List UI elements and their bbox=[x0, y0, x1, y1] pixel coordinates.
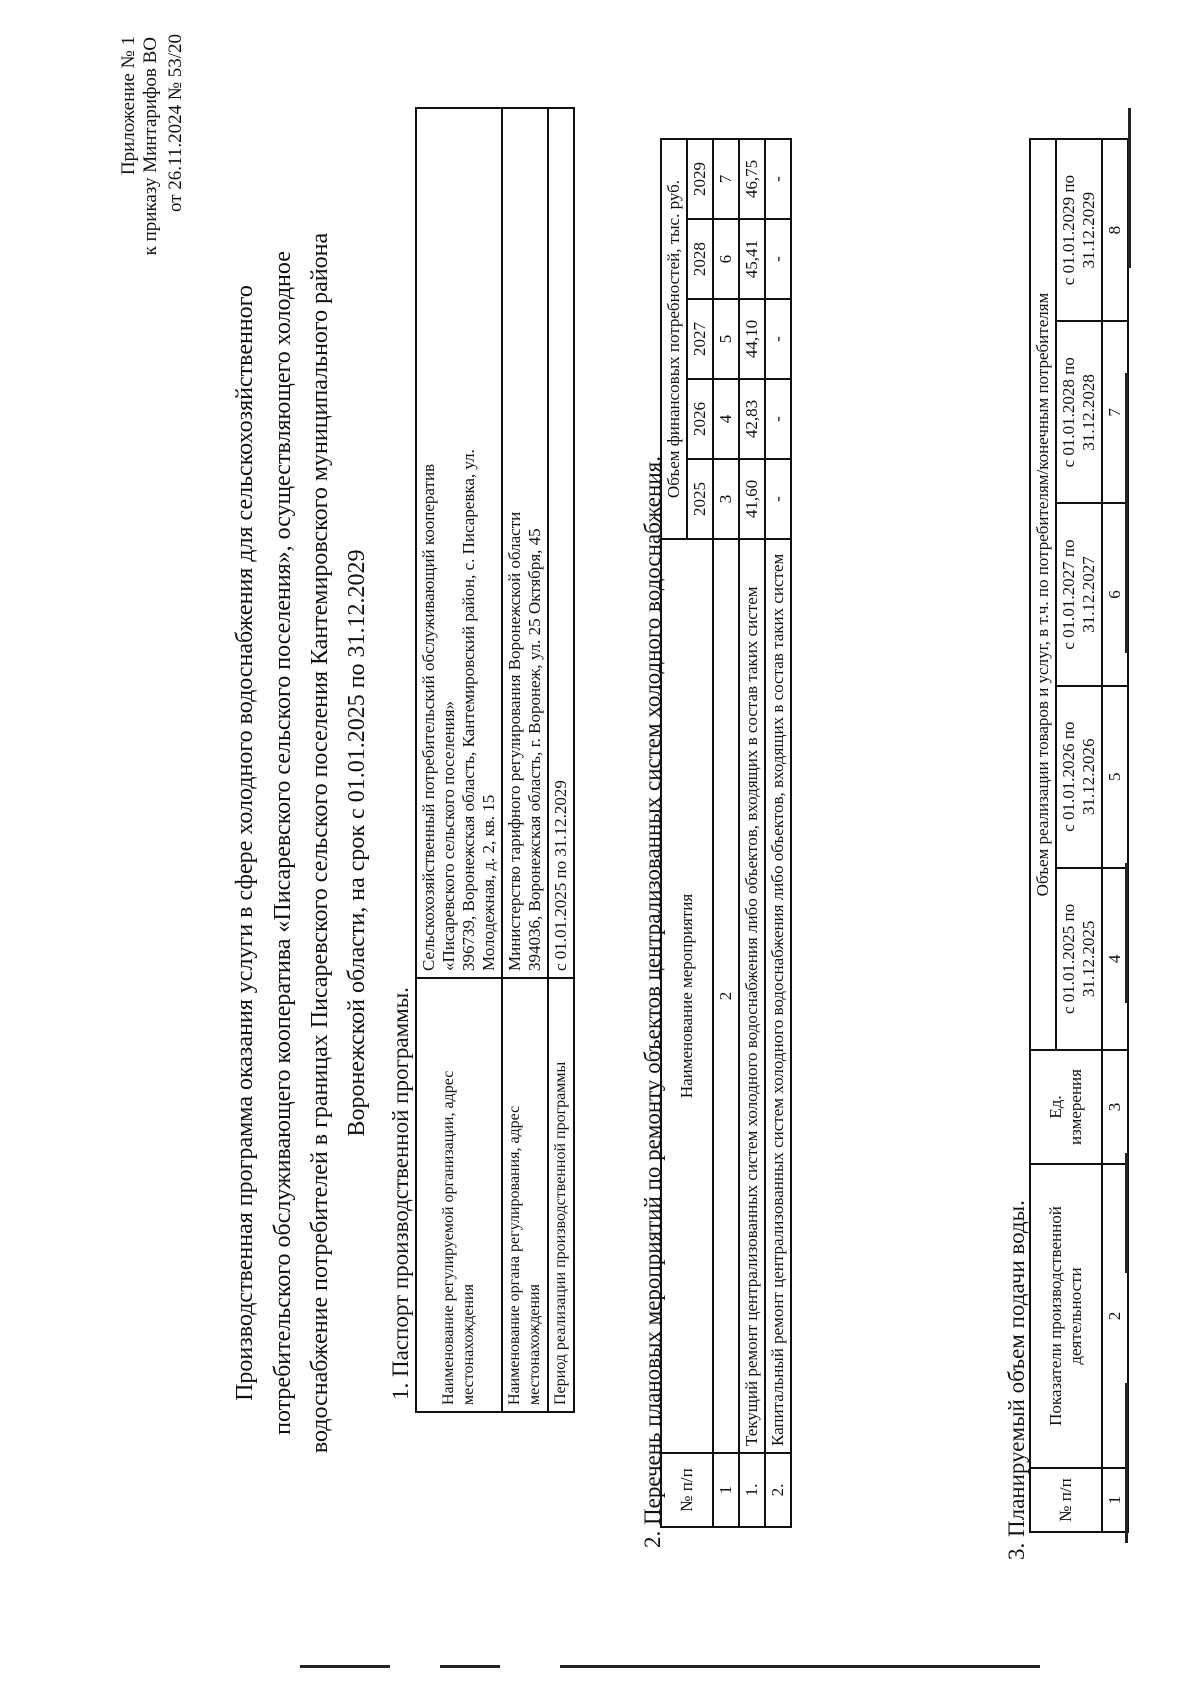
period-header: с 01.01.2026 по 31.12.2026 bbox=[1056, 686, 1102, 868]
value-cell: 45,41 bbox=[739, 219, 765, 299]
passport-value-line: с 01.01.2025 по 31.12.2029 bbox=[551, 780, 570, 971]
index-cell: 1 bbox=[1102, 1468, 1128, 1532]
passport-value-line: Молодежная, д. 2, кв. 15 bbox=[479, 794, 498, 971]
value-cell: - bbox=[765, 219, 791, 299]
value-cell: - bbox=[765, 379, 791, 459]
table-header-row bbox=[661, 139, 687, 1527]
section-2-heading: 2. Перечень плановых мероприятий по ремонту объектов централизованных систем холодного водоснабжения. bbox=[640, 456, 665, 1548]
col-header-name: Наименование мероприятия bbox=[661, 539, 713, 1453]
col-header-unit: Ед. измерения bbox=[1030, 1050, 1102, 1164]
index-cell: 4 bbox=[713, 379, 739, 459]
index-cell: 2 bbox=[1102, 1164, 1128, 1468]
passport-key: Наименование регулируемой организации, адрес местонахождения bbox=[416, 978, 502, 1412]
activity-name: Текущий ремонт централизованных систем холодного водоснабжения либо объектов, входящих в состав таких систем bbox=[739, 539, 765, 1453]
index-cell: 8 bbox=[1102, 139, 1128, 321]
passport-value bbox=[416, 108, 502, 978]
index-cell: 6 bbox=[1102, 503, 1128, 685]
index-cell: 7 bbox=[713, 139, 739, 219]
year-header: 2029 bbox=[687, 139, 713, 219]
table-row bbox=[739, 139, 765, 1527]
document-title-line-3: водоснабжение потребителей в границах Писаревского сельского поселения Кантемировского муниципального района bbox=[307, 232, 333, 1454]
passport-value bbox=[548, 108, 574, 978]
row-num: 2. bbox=[765, 1453, 791, 1527]
scan-rule bbox=[560, 1665, 1040, 1668]
passport-value bbox=[502, 108, 548, 978]
scan-rule bbox=[1125, 373, 1128, 653]
index-cell: 7 bbox=[1102, 321, 1128, 503]
index-cell: 5 bbox=[713, 299, 739, 379]
water-supply-table bbox=[1029, 138, 1129, 1533]
passport-key: Наименование органа регулирования, адрес местонахождения bbox=[502, 978, 548, 1412]
year-header: 2026 bbox=[687, 379, 713, 459]
scan-rule bbox=[440, 1665, 500, 1668]
year-header: 2028 bbox=[687, 219, 713, 299]
index-cell: 2 bbox=[713, 539, 739, 1453]
table-row bbox=[548, 108, 574, 1412]
appendix-order: к приказу Минтарифов ВО bbox=[140, 37, 161, 256]
document-title-line-2: потребительского обслуживающего кооператива «Писаревского сельского поселения», осуществляющего холодное bbox=[270, 251, 296, 1435]
table-index-row bbox=[713, 139, 739, 1527]
value-cell: - bbox=[765, 299, 791, 379]
appendix-date: от 26.11.2024 № 53/20 bbox=[165, 34, 186, 213]
document-title-line-4: Воронежской области, на срок с 01.01.2025 по 31.12.2029 bbox=[344, 549, 370, 1137]
value-cell: 42,83 bbox=[739, 379, 765, 459]
col-header-indicator: Показатели производственной деятельности bbox=[1030, 1164, 1102, 1468]
passport-value-line: «Писаревского сельского поселения» bbox=[439, 700, 458, 971]
scan-rule bbox=[1125, 863, 1128, 1003]
table-row bbox=[416, 108, 502, 1412]
passport-value-line: 394036, Воронежская область, г. Воронеж, ул. 25 Октября, 45 bbox=[525, 528, 544, 971]
passport-value-line: Сельскохозяйственный потребительский обслуживающий кооператив bbox=[419, 463, 438, 971]
activity-name: Капитальный ремонт централизованных систем холодного водоснабжения либо объектов, входящих в состав таких систем bbox=[765, 539, 791, 1453]
section-1-heading: 1. Паспорт производственной программы. bbox=[388, 987, 413, 1400]
repair-plan-table bbox=[660, 138, 792, 1528]
passport-key: Период реализации производственной программы bbox=[548, 978, 574, 1412]
index-cell: 5 bbox=[1102, 686, 1128, 868]
index-cell: 3 bbox=[713, 459, 739, 539]
period-header: с 01.01.2027 по 31.12.2027 bbox=[1056, 503, 1102, 685]
period-header: с 01.01.2025 по 31.12.2025 bbox=[1056, 868, 1102, 1050]
scan-rule bbox=[300, 1665, 390, 1668]
value-cell: - bbox=[765, 459, 791, 539]
section-3-heading: 3. Планируемый объем подачи воды. bbox=[1004, 1200, 1029, 1560]
scan-rule bbox=[1128, 108, 1131, 268]
passport-value-line: 396739, Воронежская область, Кантемировский район, с. Писаревка, ул. bbox=[459, 449, 478, 971]
period-header: с 01.01.2029 по 31.12.2029 bbox=[1056, 139, 1102, 321]
value-cell: 44,10 bbox=[739, 299, 765, 379]
col-header-volume: Объем финансовых потребностей, тыс. руб. bbox=[661, 139, 687, 539]
value-cell: 41,60 bbox=[739, 459, 765, 539]
index-cell: 4 bbox=[1102, 868, 1128, 1050]
document-title-line-1: Производственная программа оказания услуги в сфере холодного водоснабжения для сельскохозяйственного bbox=[232, 285, 258, 1401]
col-header-num: № п/п bbox=[661, 1453, 713, 1527]
scan-rule bbox=[1125, 1153, 1128, 1273]
value-cell: - bbox=[765, 139, 791, 219]
scan-rule bbox=[1125, 1383, 1128, 1543]
period-header: с 01.01.2028 по 31.12.2028 bbox=[1056, 321, 1102, 503]
index-cell: 6 bbox=[713, 219, 739, 299]
row-num: 1. bbox=[739, 1453, 765, 1527]
appendix-label: Приложение № 1 bbox=[118, 36, 139, 176]
passport-table bbox=[415, 107, 575, 1413]
table-row bbox=[765, 139, 791, 1527]
passport-value-line: Министерство тарифного регулирования Воронежской области bbox=[505, 511, 524, 971]
year-header: 2025 bbox=[687, 459, 713, 539]
col-header-num: № п/п bbox=[1030, 1468, 1102, 1532]
index-cell: 1 bbox=[713, 1453, 739, 1527]
value-cell: 46,75 bbox=[739, 139, 765, 219]
table-header-row bbox=[1030, 139, 1056, 1532]
table-index-row bbox=[1102, 139, 1128, 1532]
year-header: 2027 bbox=[687, 299, 713, 379]
index-cell: 3 bbox=[1102, 1050, 1128, 1164]
table-row bbox=[502, 108, 548, 1412]
col-header-volume: Объем реализации товаров и услуг, в т.ч. по потребителям/конечным потребителям bbox=[1030, 139, 1056, 1050]
